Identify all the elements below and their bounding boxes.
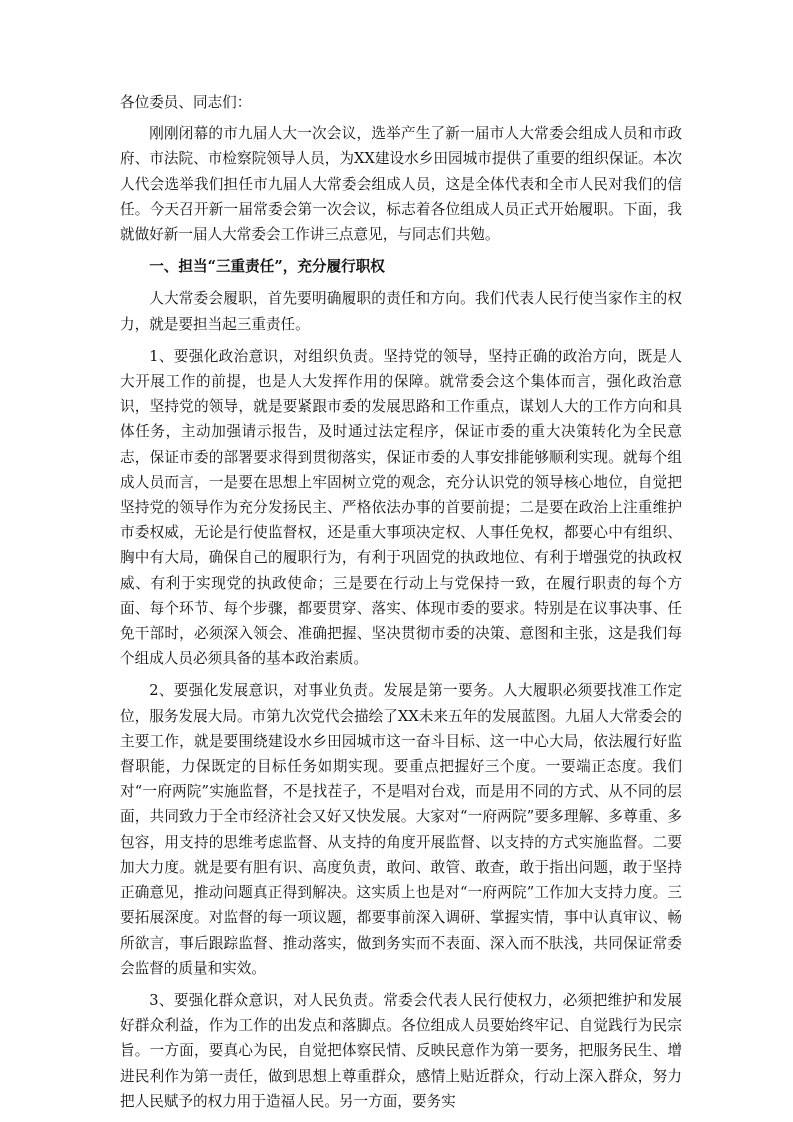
salutation: 各位委员、同志们：: [120, 94, 252, 111]
document-page: [120, 90, 682, 1121]
point-3-paragraph: 3、要强化群众意识，对人民负责。常委会代表人民行使权力，必须把维护和发展好群众利益，作为工作的出发点和落脚点。各位组成人员要始终牢记、自觉践行为民宗旨。一方面，要真心为民，自觉把体察民情、反映民意作为第一要务，把服务民生、增进民利作为第一责任，做到思想上尊重群众，感情上贴近群众，行动上深入群众，努力把人民赋予的权力用于造福人民。另一方面，要务实: [120, 991, 682, 1110]
section1-intro-paragraph: 人大常委会履职，首先要明确履职的责任和方向。我们代表人民行使当家作主的权力，就是要担当起三重责任。: [120, 290, 682, 333]
point-2-paragraph: 2、要强化发展意识，对事业负责。发展是第一要务。人大履职必须要找准工作定位，服务发展大局。市第九次党代会描绘了XX未来五年的发展蓝图。九届人大常委会的主要工作，就是要围绕建设水乡田园城市这一奋斗目标、这一中心大局，依法履行好监督职能，力保既定的目标任务如期实现。要重点把握好三个度。一要端正态度。我们对“一府两院”实施监督，不是找茬子，不是唱对台戏，而是用不同的方式、从不同的层面，共同致力于全市经济社会又好又快发展。大家对“一府两院”要多理解、多尊重、多包容，用支持的思维考虑监督、从支持的角度开展监督、以支持的方式实施监督。二要加大力度。就是要有胆有识、高度负责，敢问、敢管、敢查，敢于指出问题，敢于坚持正确意见，推动问题真正得到解决。这实质上也是对“一府两院”工作加大支持力度。三要拓展深度。对监督的每一项议题，都要事前深入调研、掌握实情，事中认真审议、畅所欲言，事后跟踪监督、推动落实，做到务实而不表面、深入而不肤浅，共同保证常委会监督的质量和实效。: [120, 682, 682, 977]
intro-paragraph: 刚刚闭幕的市九届人大一次会议，选举产生了新一届市人大常委会组成人员和市政府、市法院、市检察院领导人员，为XX建设水乡田园城市提供了重要的组织保证。本次人代会选举我们担任市九届人大常委会组成人员，这是全体代表和全市人民对我们的信任。今天召开新一届常委会第一次会议，标志着各位组成人员正式开始履职。下面，我就做好新一届人大常委会工作讲三点意见，与同志们共勉。: [120, 125, 682, 244]
section-heading-1: 一、担当“三重责任”，充分履行职权: [149, 258, 385, 276]
point-1-paragraph: 1、要强化政治意识，对组织负责。坚持党的领导，坚持正确的政治方向，既是人大开展工作的前提，也是人大发挥作用的保障。就常委会这个集体而言，强化政治意识，坚持党的领导，就是要紧跟市委的发展思路和工作重点，谋划人大的工作方向和具体任务，主动加强请示报告，及时通过法定程序，保证市委的重大决策转化为全民意志，保证市委的部署要求得到贯彻落实，保证市委的人事安排能够顺利实现。就每个组成人员而言，一是要在思想上牢固树立党的观念，充分认识党的领导核心地位，自觉把坚持党的领导作为充分发扬民主、严格依法办事的首要前提；二是要在政治上注重维护市委权威，无论是行使监督权，还是重大事项决定权、人事任免权，都要心中有组织、胸中有大局，确保自己的履职行为，有利于巩固党的执政地位、有利于增强党的执政权威、有利于实现党的执政使命；三是要在行动上与党保持一致，在履行职责的每个方面、每个环节、每个步骤，都要贯穿、落实、体现市委的要求。特别是在议事决事、任免干部时，必须深入领会、准确把握、坚决贯彻市委的决策、意图和主张，这是我们每个组成人员必须具备的基本政治素质。: [120, 347, 682, 668]
